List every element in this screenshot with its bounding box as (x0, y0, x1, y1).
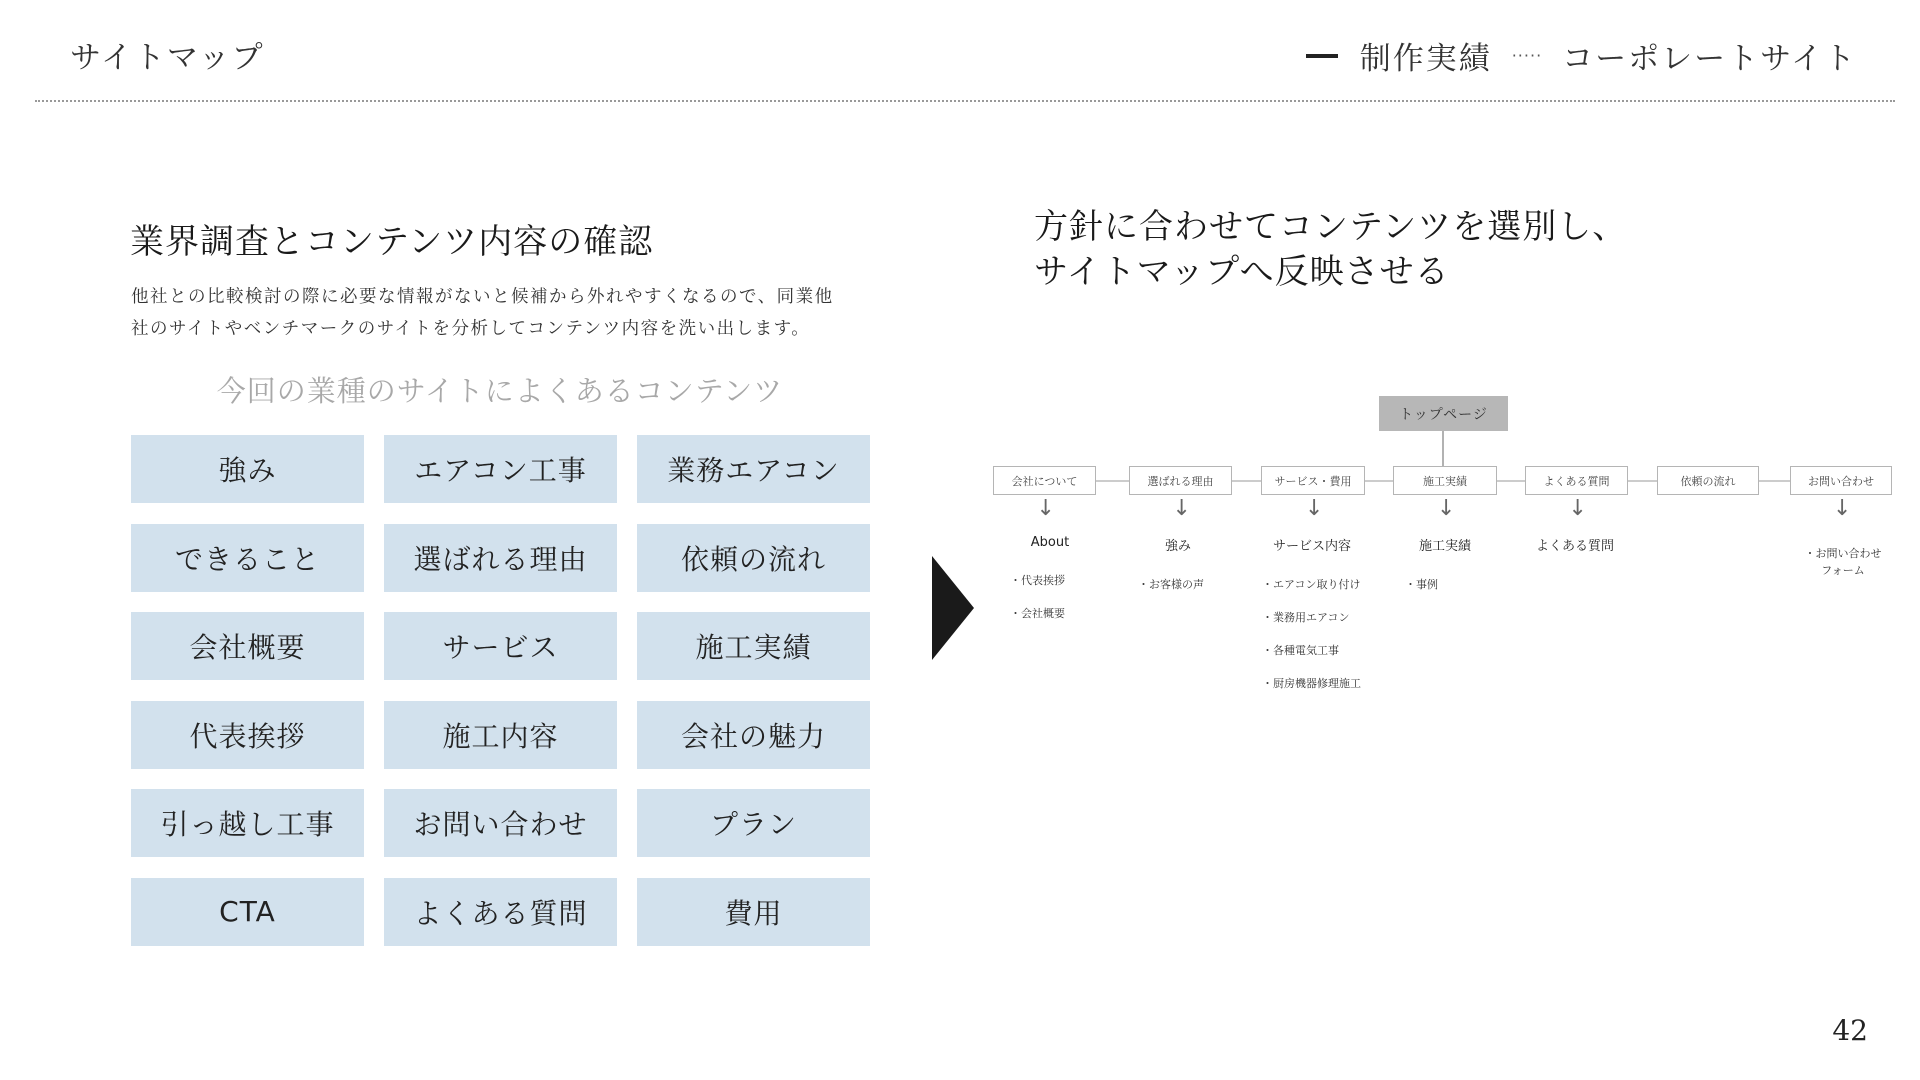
sitemap-page-title: About (1030, 535, 1070, 550)
content-item: 費用 (637, 878, 870, 946)
arrow-down-icon: ↓ (1833, 496, 1852, 521)
sitemap-category-box: 選ばれる理由 (1129, 466, 1232, 495)
sitemap-category-box: お問い合わせ (1790, 466, 1892, 495)
sitemap-column (1798, 545, 1888, 579)
arrow-down-icon: ↓ (1036, 496, 1055, 521)
content-item: 会社の魅力 (637, 701, 870, 769)
sitemap-column (1530, 535, 1620, 568)
content-item: サービス (384, 612, 617, 680)
content-item: 会社概要 (131, 612, 364, 680)
sitemap-category-box: サービス・費用 (1261, 466, 1365, 495)
content-item: 依頼の流れ (637, 524, 870, 592)
right-heading-line: サイトマップへ反映させる (1034, 252, 1450, 292)
content-item: CTA (131, 878, 364, 946)
content-list-subheading: 今回の業種のサイトによくあるコンテンツ (216, 374, 784, 408)
sitemap-category-box: 施工実績 (1393, 466, 1497, 495)
sitemap-subpage: ・お問い合わせ (1804, 547, 1882, 560)
sitemap-column (1138, 535, 1218, 601)
sitemap-column (1010, 535, 1090, 630)
content-item: 選ばれる理由 (384, 524, 617, 592)
sitemap-subpage: ・エアコン取り付け (1262, 578, 1361, 591)
arrow-down-icon: ↓ (1172, 496, 1191, 521)
content-item: できること (131, 524, 364, 592)
breadcrumb-category: 制作実績 (1359, 41, 1492, 77)
sitemap-column (1262, 535, 1362, 700)
description-line: 社のサイトやベンチマークのサイトを分析してコンテンツ内容を洗い出します。 (131, 319, 811, 339)
sitemap-column (1405, 535, 1485, 601)
left-heading: 業界調査とコンテンツ内容の確認 (130, 222, 654, 262)
sitemap-subpage: フォーム (1821, 564, 1865, 577)
content-item: 代表挨拶 (131, 701, 364, 769)
content-item: エアコン工事 (384, 435, 617, 503)
sitemap-page-title: よくある質問 (1535, 539, 1614, 554)
right-heading-line: 方針に合わせてコンテンツを選別し、 (1034, 207, 1628, 247)
sitemap-subpage: ・業務用エアコン (1262, 611, 1350, 624)
page-title: サイトマップ (70, 40, 265, 76)
sitemap-top-page: トップページ (1379, 396, 1508, 431)
content-item: 施工実績 (637, 612, 870, 680)
content-item: お問い合わせ (384, 789, 617, 857)
arrow-down-icon: ↓ (1305, 496, 1324, 521)
description-line: 他社との比較検討の際に必要な情報がないと候補から外れやすくなるので、同業他 (131, 287, 834, 307)
arrow-down-icon: ↓ (1437, 496, 1456, 521)
sitemap-category-box: よくある質問 (1525, 466, 1628, 495)
content-item: 施工内容 (384, 701, 617, 769)
sitemap-category-box: 会社について (993, 466, 1096, 495)
sitemap-subpage: ・各種電気工事 (1262, 644, 1339, 657)
arrow-down-icon: ↓ (1568, 496, 1587, 521)
sitemap-subpage: ・事例 (1405, 578, 1438, 591)
page-number: 42 (1832, 1014, 1868, 1047)
content-item: 業務エアコン (637, 435, 870, 503)
content-item: よくある質問 (384, 878, 617, 946)
sitemap-subpage: ・厨房機器修理施工 (1262, 677, 1361, 690)
sitemap-subpage: ・代表挨拶 (1010, 574, 1065, 587)
content-item: プラン (637, 789, 870, 857)
breadcrumb-project: コーポレートサイト (1562, 41, 1857, 77)
content-item: 引っ越し工事 (131, 789, 364, 857)
sitemap-page-title: 強み (1164, 539, 1191, 554)
content-item: 強み (131, 435, 364, 503)
sitemap-subpage: ・お客様の声 (1138, 578, 1204, 591)
sitemap-page-title: サービス内容 (1272, 539, 1351, 554)
sitemap-category-box: 依頼の流れ (1657, 466, 1759, 495)
sitemap-page-title: 施工実績 (1418, 539, 1471, 554)
breadcrumb-separator: ····· (1511, 46, 1543, 65)
sitemap-subpage: ・会社概要 (1010, 607, 1065, 620)
